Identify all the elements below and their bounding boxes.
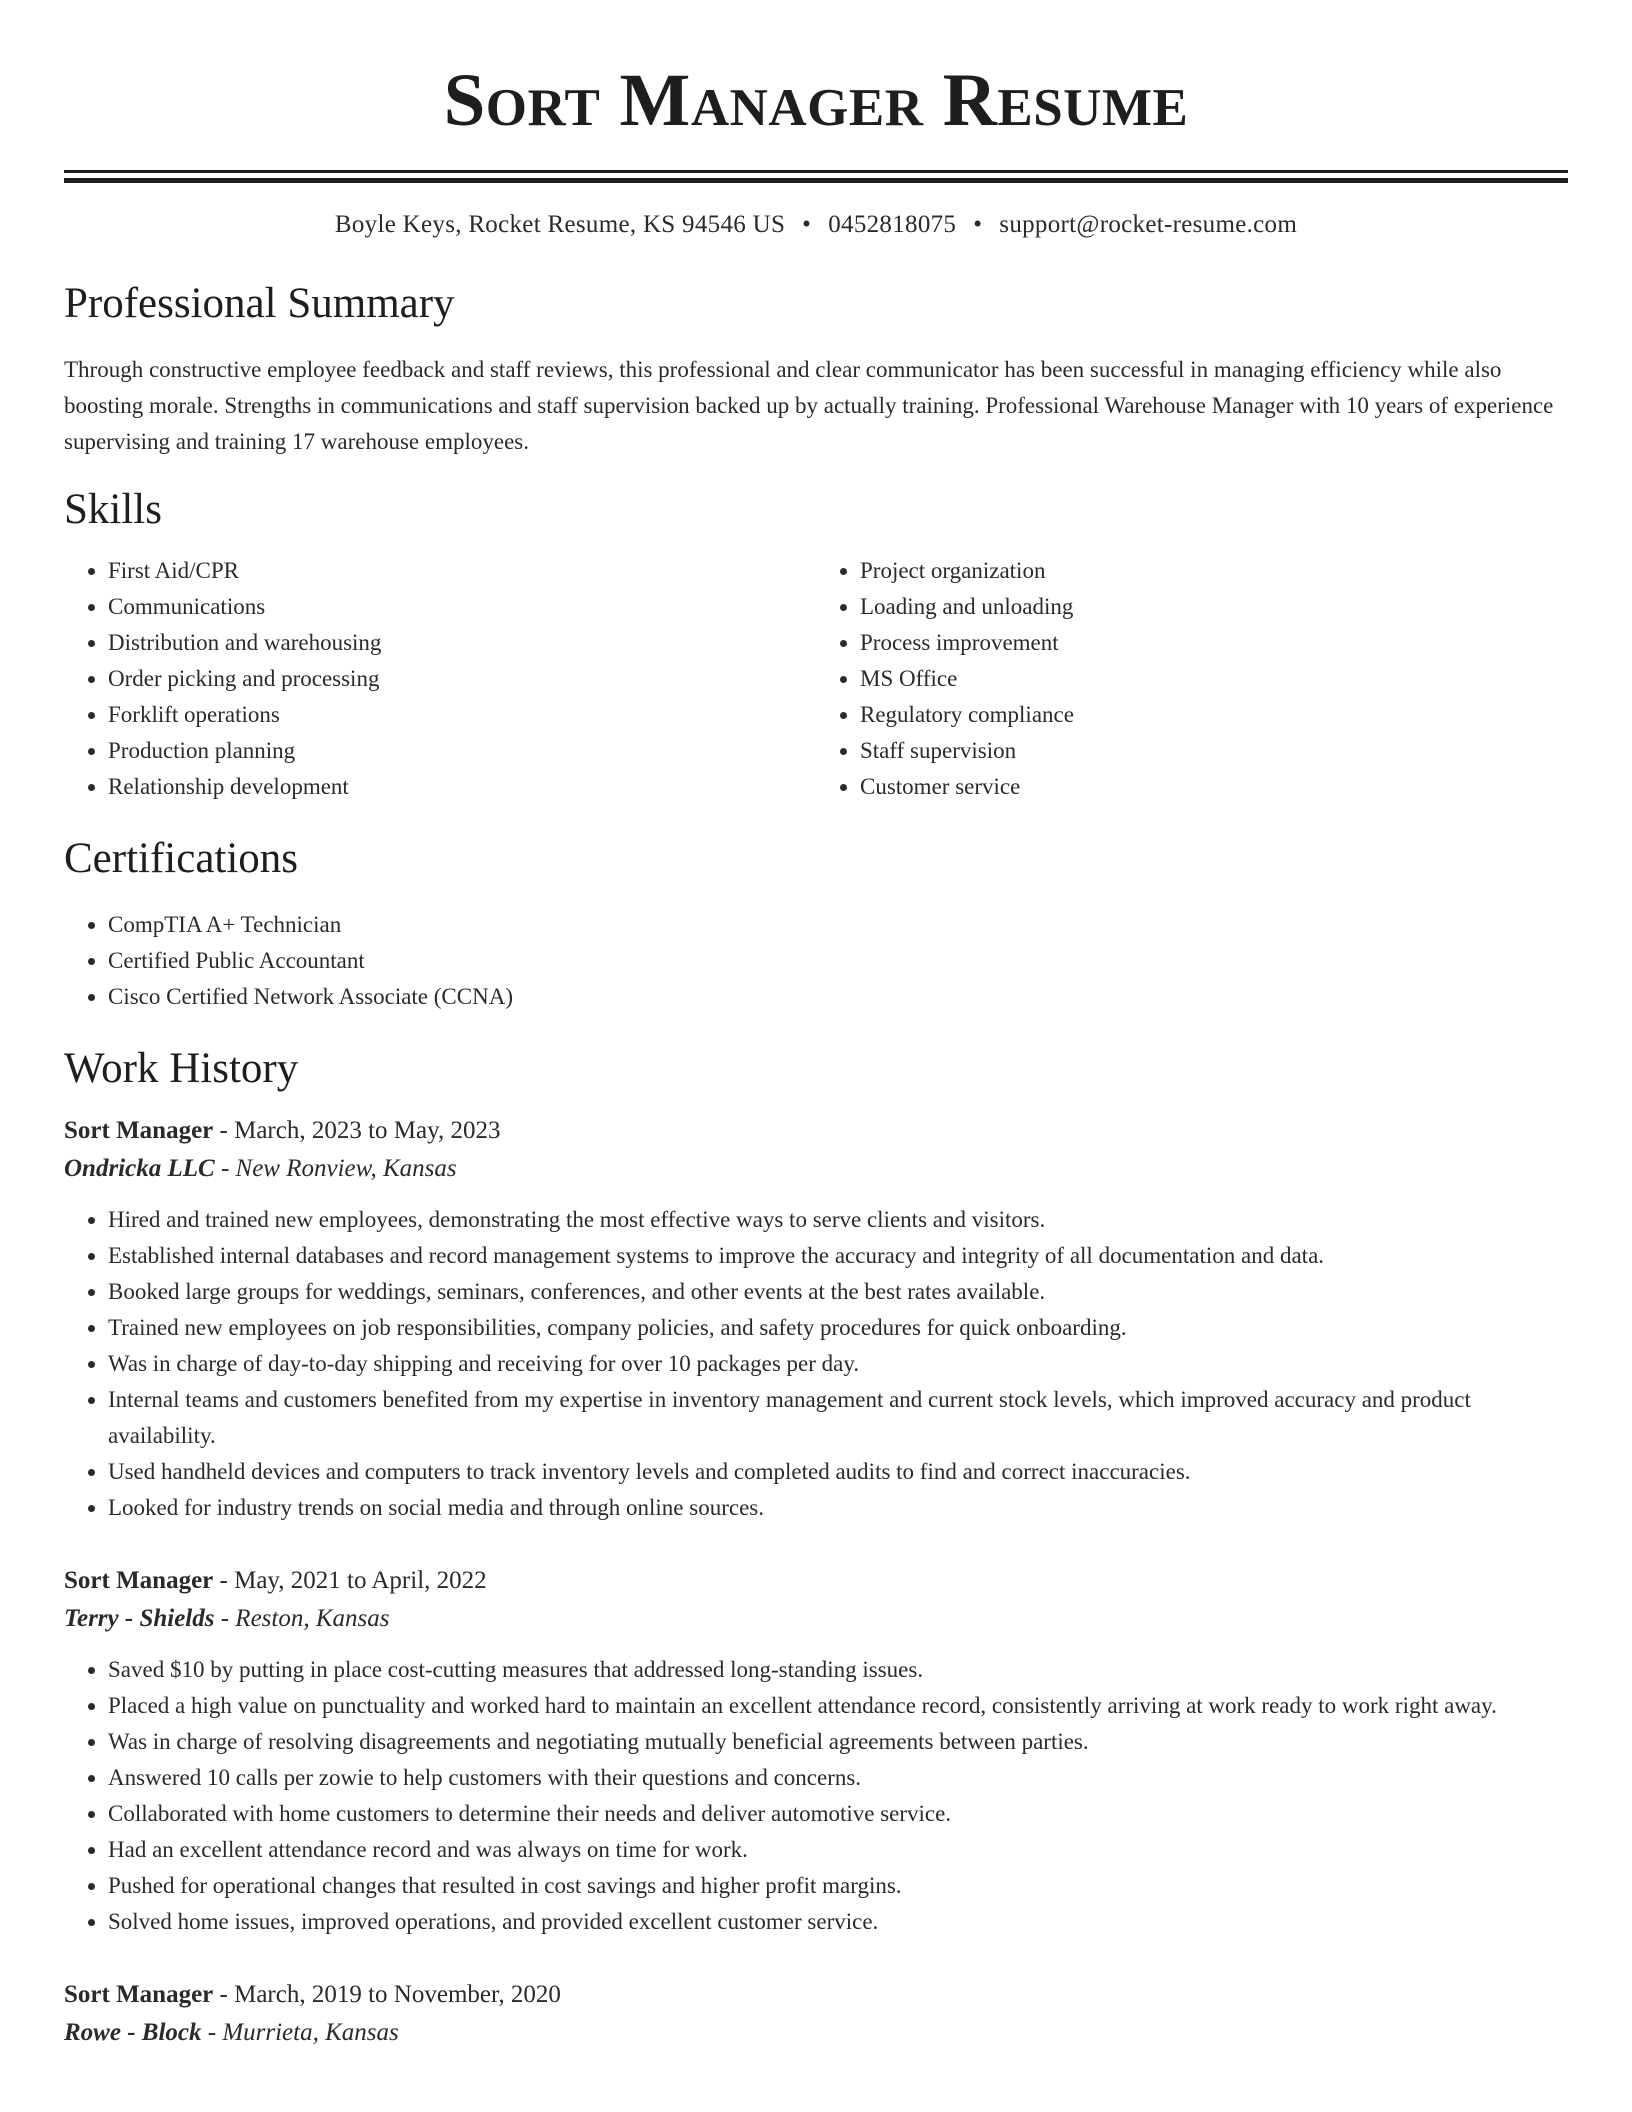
job-duty-item: • Answered 10 calls per zowie to help customers with their questions and concerns. [108, 1760, 1568, 1796]
job-duties-list [64, 1652, 1568, 1940]
job-dates: - March, 2023 to May, 2023 [213, 1117, 501, 1145]
job-company: Ondricka LLC [64, 1155, 215, 1183]
certifications-section [64, 833, 1568, 1015]
job-duty-item: • Established internal databases and record management systems to improve the accuracy and integrity of all documentation and data. [108, 1238, 1568, 1274]
job-company: Terry - Shields [64, 1605, 215, 1633]
job-entry [64, 1976, 1568, 2052]
contact-separator: • [973, 211, 983, 238]
job-duty-item: • Internal teams and customers benefited from my expertise in inventory management and current stock levels, which improved accuracy and product availability. [108, 1382, 1568, 1454]
section-heading-work-history: Work History [64, 1044, 299, 1092]
skill-item: • MS Office [860, 661, 1568, 697]
job-duty-item: • Was in charge of resolving disagreements and negotiating mutually beneficial agreements between parties. [108, 1724, 1568, 1760]
certification-item: • Certified Public Accountant [108, 943, 1568, 979]
summary-text: Through constructive employee feedback and staff reviews, this professional and clear communicator has been successful in managing efficiency while also boosting morale. Strengths in communications and staff supervision backed up by actually training. Professional Warehouse Manager with 10 years of experience supervising and training 17 warehouse employees. [64, 356, 1554, 454]
job-role-line [64, 1976, 1568, 2014]
job-company-line [64, 1150, 1568, 1188]
skill-item: • Forklift operations [108, 697, 816, 733]
job-role-line [64, 1112, 1568, 1150]
job-role-line [64, 1562, 1568, 1600]
contact-phone: 0452818075 [828, 211, 957, 238]
skill-item: • Staff supervision [860, 733, 1568, 769]
job-duty-item: • Saved $10 by putting in place cost-cutting measures that addressed long-standing issues. [108, 1652, 1568, 1688]
contact-address: Boyle Keys, Rocket Resume, KS 94546 US [334, 211, 786, 238]
skill-item: • Order picking and processing [108, 661, 816, 697]
job-title: Sort Manager [64, 1981, 214, 2009]
job-duty-item: • Looked for industry trends on social media and through online sources. [108, 1490, 1568, 1526]
job-duty-item: • Trained new employees on job responsibilities, company policies, and safety procedures for quick onboarding. [108, 1310, 1568, 1346]
job-location: - Reston, Kansas [214, 1605, 390, 1633]
job-duty-item: • Was in charge of day-to-day shipping and receiving for over 10 packages per day. [108, 1346, 1568, 1382]
job-company-line [64, 1600, 1568, 1638]
job-duty-item: • Placed a high value on punctuality and worked hard to maintain an excellent attendance record, consistently arriving at work ready to work right away. [108, 1688, 1568, 1724]
section-heading-skills: Skills [64, 485, 162, 533]
contact-separator: • [802, 211, 812, 238]
job-duty-item: • Collaborated with home customers to determine their needs and deliver automotive service. [108, 1796, 1568, 1832]
contact-line [64, 211, 1568, 239]
job-duty-item: • Had an excellent attendance record and was always on time for work. [108, 1832, 1568, 1868]
job-duty-item: • Solved home issues, improved operations, and provided excellent customer service. [108, 1904, 1568, 1940]
skill-item: • Distribution and warehousing [108, 625, 816, 661]
section-heading-summary: Professional Summary [64, 280, 455, 327]
resume-title: Sort Manager Resume [443, 59, 1189, 142]
certifications-list [64, 907, 1568, 1015]
section-heading-certifications: Certifications [64, 835, 299, 883]
certification-item: • Cisco Certified Network Associate (CCNA) [108, 979, 1568, 1015]
skills-columns [64, 553, 1568, 805]
contact-email: support@rocket-resume.com [999, 211, 1298, 238]
skill-item: • Customer service [860, 769, 1568, 805]
skills-list-left [64, 553, 816, 805]
job-entry [64, 1562, 1568, 1940]
job-location: - Murrieta, Kansas [201, 2019, 399, 2047]
job-company-line [64, 2014, 1568, 2052]
job-location: - New Ronview, Kansas [214, 1155, 457, 1183]
job-duty-item: • Booked large groups for weddings, seminars, conferences, and other events at the best rates available. [108, 1274, 1568, 1310]
skill-item: • Loading and unloading [860, 589, 1568, 625]
job-duty-item: • Pushed for operational changes that resulted in cost savings and higher profit margins. [108, 1868, 1568, 1904]
job-dates: - March, 2019 to November, 2020 [213, 1981, 561, 2009]
professional-summary-section [64, 278, 1568, 460]
skill-item: • First Aid/CPR [108, 553, 816, 589]
skills-list-right [816, 553, 1568, 805]
work-history-section [64, 1043, 1568, 2053]
skill-item: • Project organization [860, 553, 1568, 589]
title-divider [64, 170, 1568, 183]
job-entry [64, 1112, 1568, 1526]
job-title: Sort Manager [64, 1117, 214, 1145]
job-dates: - May, 2021 to April, 2022 [213, 1567, 487, 1595]
job-duties-list [64, 1202, 1568, 1526]
job-duty-item: • Used handheld devices and computers to track inventory levels and completed audits to find and correct inaccuracies. [108, 1454, 1568, 1490]
job-title: Sort Manager [64, 1567, 214, 1595]
job-list [64, 1112, 1568, 2052]
resume-page [64, 0, 1568, 2052]
skill-item: • Relationship development [108, 769, 816, 805]
job-duty-item: • Hired and trained new employees, demonstrating the most effective ways to serve clients and visitors. [108, 1202, 1568, 1238]
skill-item: • Process improvement [860, 625, 1568, 661]
certification-item: • CompTIA A+ Technician [108, 907, 1568, 943]
skill-item: • Production planning [108, 733, 816, 769]
skill-item: • Regulatory compliance [860, 697, 1568, 733]
skills-section [64, 484, 1568, 806]
skill-item: • Communications [108, 589, 816, 625]
job-company: Rowe - Block [64, 2019, 202, 2047]
